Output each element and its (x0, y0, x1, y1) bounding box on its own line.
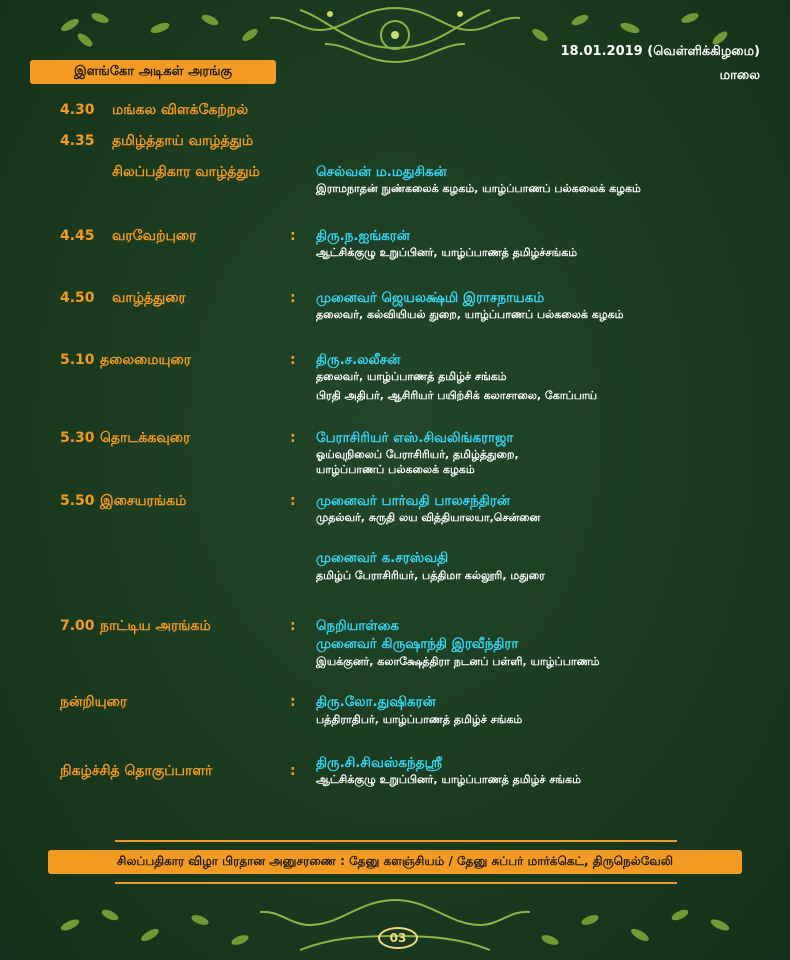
speaker-name: முனைவர் ஜெயலக்ஷ்மி இராசநாயகம் (316, 290, 545, 306)
speaker-description: ஓய்வுநிலைப் பேராசிரியர், தமிழ்த்துறை, (316, 448, 519, 461)
event-date: 18.01.2019 (வெள்ளிக்கிழமை) (560, 44, 760, 59)
speaker-name: முனைவர் க.சரஸ்வதி (316, 550, 449, 566)
program-time: 5.10 (60, 352, 95, 368)
page-number: 03 (378, 927, 418, 949)
speaker-description: தலைவர், கல்வியியல் துறை, யாழ்ப்பாணப் பல்கலைக் கழகம் (316, 308, 624, 321)
speaker-description: முதல்வர், சுருதி லய வித்தியாலயா,சென்னை (316, 511, 541, 524)
separator-colon: : (290, 694, 296, 710)
speaker-name: முனைவர் பார்வதி பாலசந்திரன் (316, 493, 510, 509)
program-title: நாட்டிய அரங்கம் (100, 618, 211, 634)
divider-line (115, 840, 677, 842)
program-title: தலைமையுரை (100, 352, 191, 368)
speaker-description: பிரதி அதிபர், ஆசிரியர் பயிற்சிக் கலாசாலை, கோப்பாய் (316, 389, 598, 402)
speaker-name: திரு.ச.லலீசன் (316, 352, 401, 368)
program-title: நிகழ்ச்சித் தொகுப்பாளர் (60, 763, 213, 779)
program-time: 7.00 (60, 618, 95, 634)
speaker-description: ஆட்சிக்குழு உறுப்பினர், யாழ்ப்பாணத் தமிழ்ச்சங்கம் (316, 246, 578, 259)
separator-colon: : (290, 618, 296, 634)
program-title: வாழ்த்துரை (112, 290, 186, 306)
speaker-name: திரு.லோ.துஷிகரன் (316, 694, 436, 710)
program-title: தொடக்கவுரை (100, 430, 191, 446)
speaker-name: முனைவர் கிருஷாந்தி இரவீந்திரா (316, 636, 519, 652)
program-title: நன்றியுரை (60, 694, 128, 710)
separator-colon: : (290, 763, 296, 779)
separator-colon: : (290, 290, 296, 306)
program-title: வரவேற்புரை (112, 228, 197, 244)
separator-colon: : (290, 493, 296, 509)
speaker-description: பத்திராதிபர், யாழ்ப்பாணத் தமிழ்ச் சங்கம் (316, 713, 523, 726)
hall-name-badge: இளங்கோ அடிகள் அரங்கு (30, 60, 276, 84)
program-time: 4.30 (60, 102, 95, 118)
sponsor-banner: சிலப்பதிகார விழா பிரதான அனுசரணை : தேனு களஞ்சியம் / தேனு சுப்பர் மார்க்கெட், திருநெல்வேலி (48, 850, 742, 874)
speaker-description: ஆட்சிக்குழு உறுப்பினர், யாழ்ப்பாணத் தமிழ்ச் சங்கம் (316, 773, 581, 786)
program-time: 5.30 (60, 430, 95, 446)
program-time: 4.35 (60, 133, 95, 149)
program-title: இசையரங்கம் (100, 493, 187, 509)
speaker-description: தலைவர், யாழ்ப்பாணத் தமிழ்ச் சங்கம் (316, 370, 507, 383)
program-time: 4.50 (60, 290, 95, 306)
separator-colon: : (290, 430, 296, 446)
speaker-name: திரு.சி.சிவஸ்கந்தஸ்ரீ (316, 755, 443, 771)
speaker-name: பேராசிரியர் எஸ்.சிவலிங்கராஜா (316, 430, 514, 446)
program-time: 4.45 (60, 228, 95, 244)
choreography-label: நெறியாள்கை (316, 618, 400, 634)
program-time: 5.50 (60, 493, 95, 509)
session-label: மாலை (719, 68, 760, 83)
program-title: தமிழ்த்தாய் வாழ்த்தும் (112, 133, 254, 149)
speaker-description: தமிழ்ப் பேராசிரியர், பத்திமா கல்லூரி, மதுரை (316, 569, 545, 582)
separator-colon: : (290, 352, 296, 368)
speaker-description: யாழ்ப்பாணப் பல்கலைக் கழகம் (316, 463, 475, 476)
separator-colon: : (290, 228, 296, 244)
speaker-name: செல்வன் ம.மதுசிகன் (316, 164, 447, 180)
speaker-description: இயக்குனர், கலாக்ஷேத்திரா நடனப் பள்ளி, யாழ்ப்பாணம் (316, 655, 600, 668)
program-title: சிலப்பதிகார வாழ்த்தும் (112, 164, 260, 180)
speaker-name: திரு.ந.ஐங்கரன் (316, 228, 410, 244)
speaker-description: இராமநாதன் நுண்கலைக் கழகம், யாழ்ப்பாணப் பல்கலைக் கழகம் (316, 182, 641, 195)
program-title: மங்கல விளக்கேற்றல் (112, 102, 249, 118)
